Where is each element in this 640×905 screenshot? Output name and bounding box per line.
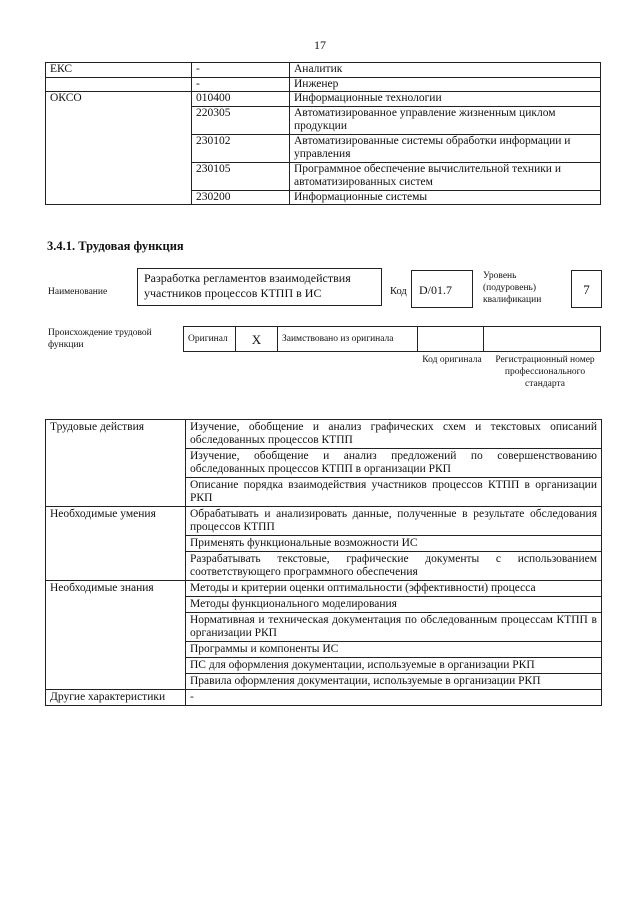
cls-group xyxy=(46,77,192,92)
original-mark: X xyxy=(236,327,278,352)
function-code: D/01.7 xyxy=(411,270,473,308)
cls-name: Информационные технологии xyxy=(290,92,601,107)
labor-actions-label: Трудовые действия xyxy=(46,420,186,507)
labor-action-item: Изучение, обобщение и анализ предложений по совершенствованию обследованных процессов КТПП в организации РКП xyxy=(186,449,602,478)
original-label: Оригинал xyxy=(184,327,236,352)
cls-name: Аналитик xyxy=(290,63,601,78)
cls-code: 230102 xyxy=(192,134,290,162)
table-row xyxy=(46,690,602,706)
page-number: 17 xyxy=(314,38,326,52)
original-code-cell xyxy=(418,327,484,352)
knowledge-item: Правила оформления документации, используемые в организации РКП xyxy=(186,674,602,690)
cls-code: - xyxy=(192,63,290,78)
labor-action-item: Изучение, обобщение и анализ графических схем и текстовых описаний обследованных процессов КТПП xyxy=(186,420,602,449)
function-name: Разработка регламентов взаимодействия участников процессов КТПП в ИС xyxy=(137,268,382,306)
borrowed-label: Заимствовано из оригинала xyxy=(278,327,418,352)
table-row xyxy=(46,581,602,597)
skill-item: Обрабатывать и анализировать данные, полученные в результате обследования процессов КТПП xyxy=(186,507,602,536)
table-row xyxy=(46,92,601,107)
code-label: Код xyxy=(390,286,407,297)
qualification-level: 7 xyxy=(571,270,602,308)
original-code-caption: Код оригинала xyxy=(422,355,482,365)
name-label: Наименование xyxy=(48,287,108,297)
other-characteristics-label: Другие характеристики xyxy=(46,690,186,706)
cls-name: Инженер xyxy=(290,77,601,92)
skills-label: Необходимые умения xyxy=(46,507,186,581)
knowledge-item: Методы и критерии оценки оптимальности (эффективности) процесса xyxy=(186,581,602,597)
skill-item: Разрабатывать текстовые, графические документы с использованием соответствующего программного обеспечения xyxy=(186,552,602,581)
registration-number-cell xyxy=(484,327,601,352)
skill-item: Применять функциональные возможности ИС xyxy=(186,536,602,552)
cls-code: 220305 xyxy=(192,106,290,134)
cls-name: Программное обеспечение вычислительной техники и автоматизированных систем xyxy=(290,162,601,190)
table-row xyxy=(46,77,601,92)
cls-code: 230105 xyxy=(192,162,290,190)
section-title: 3.4.1. Трудовая функция xyxy=(47,239,184,253)
knowledge-item: ПС для оформления документации, используемые в организации РКП xyxy=(186,658,602,674)
registration-number-caption: Регистрационный номер профессионального стандарта xyxy=(495,355,595,389)
table-row xyxy=(46,507,602,536)
knowledge-item: Методы функционального моделирования xyxy=(186,597,602,613)
origin-table xyxy=(183,326,601,352)
cls-code: 010400 xyxy=(192,92,290,107)
level-label: Уровень (подуровень) квалификации xyxy=(483,271,542,305)
cls-group: ОКСО xyxy=(46,92,192,205)
classification-table xyxy=(45,62,601,205)
table-row xyxy=(46,63,601,78)
table-row xyxy=(184,327,601,352)
labor-action-item: Описание порядка взаимодействия участников процессов КТПП в организации РКП xyxy=(186,478,602,507)
knowledge-item: Программы и компоненты ИС xyxy=(186,642,602,658)
table-row xyxy=(46,420,602,449)
work-function-table xyxy=(45,419,602,706)
other-characteristics-value: - xyxy=(186,690,602,706)
cls-group: ЕКС xyxy=(46,63,192,78)
knowledge-label: Необходимые знания xyxy=(46,581,186,690)
origin-label: Происхождение трудовой функции xyxy=(48,328,152,350)
knowledge-item: Нормативная и техническая документация по обследованным процессам КТПП в организации РКП xyxy=(186,613,602,642)
cls-name: Автоматизированные системы обработки информации и управления xyxy=(290,134,601,162)
cls-name: Информационные системы xyxy=(290,190,601,205)
cls-code: - xyxy=(192,77,290,92)
cls-code: 230200 xyxy=(192,190,290,205)
cls-name: Автоматизированное управление жизненным циклом продукции xyxy=(290,106,601,134)
